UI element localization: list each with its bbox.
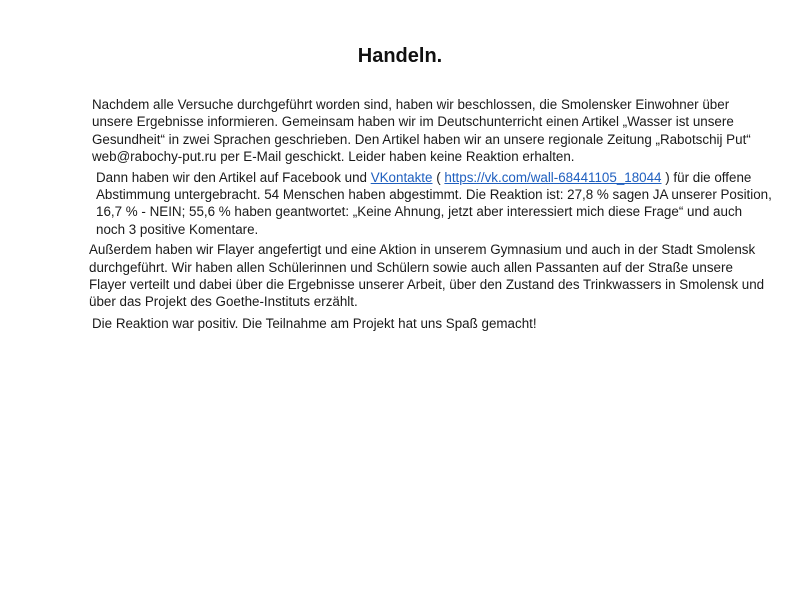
paragraph-newspaper: Nachdem alle Versuche durchgeführt worden sind, haben wir beschlossen, die Smolensker Einwohner über unsere Ergebnisse informieren. Gemeinsam haben wir im Deutschunterricht einen Artikel „Wasser ist unsere Gesundheit“ in zwei Sprachen geschrieben. Den Artikel haben wir an unsere regionale Zeitung „Rabotschij Put“ web@rabochy-put.ru per E-Mail geschickt. Leider haben keine Reaktion erhalten. [92, 97, 751, 165]
paragraph-social-media-intro: Dann haben wir den Artikel auf Facebook und [96, 169, 371, 185]
paragraph-flyer-action: Außerdem haben wir Flayer angefertigt und eine Aktion in unserem Gymnasium und auch in der Stadt Smolensk durchgeführt. Wir haben allen Schülerinnen und Schülern sowie auch allen Passanten auf der Straße unsere Flayer verteilt und dabei über die Ergebnisse unserer Arbeit, über den Zustand des Trinkwassers in Smolensk und über das Projekt des Goethe-Instituts erzählt. [89, 242, 765, 310]
vk-wall-url-link[interactable]: https://vk.com/wall-68441105_18044 [444, 169, 662, 185]
paragraph-social-media-paren: ( [432, 169, 445, 185]
slide-title: Handeln. [357, 45, 443, 67]
vkontakte-link[interactable]: VKontakte [370, 169, 433, 185]
paragraph-conclusion: Die Reaktion war positiv. Die Teilnahme am Projekt hat uns Spaß gemacht! [92, 315, 537, 331]
slide-body [89, 96, 772, 332]
paragraph-social-media-results: ) für die offene Abstimmung untergebracht. 54 Menschen haben abgestimmt. Die Reaktion ist: 27,8 % sagen JA unserer Position, 16,7 % - NEIN; 55,6 % haben geantwortet: „Keine Ahnung, jetzt aber interessiert mich diese Frage“ und auch noch 3 positive Komentare. [96, 169, 772, 237]
paragraph-social-media [92, 169, 772, 239]
